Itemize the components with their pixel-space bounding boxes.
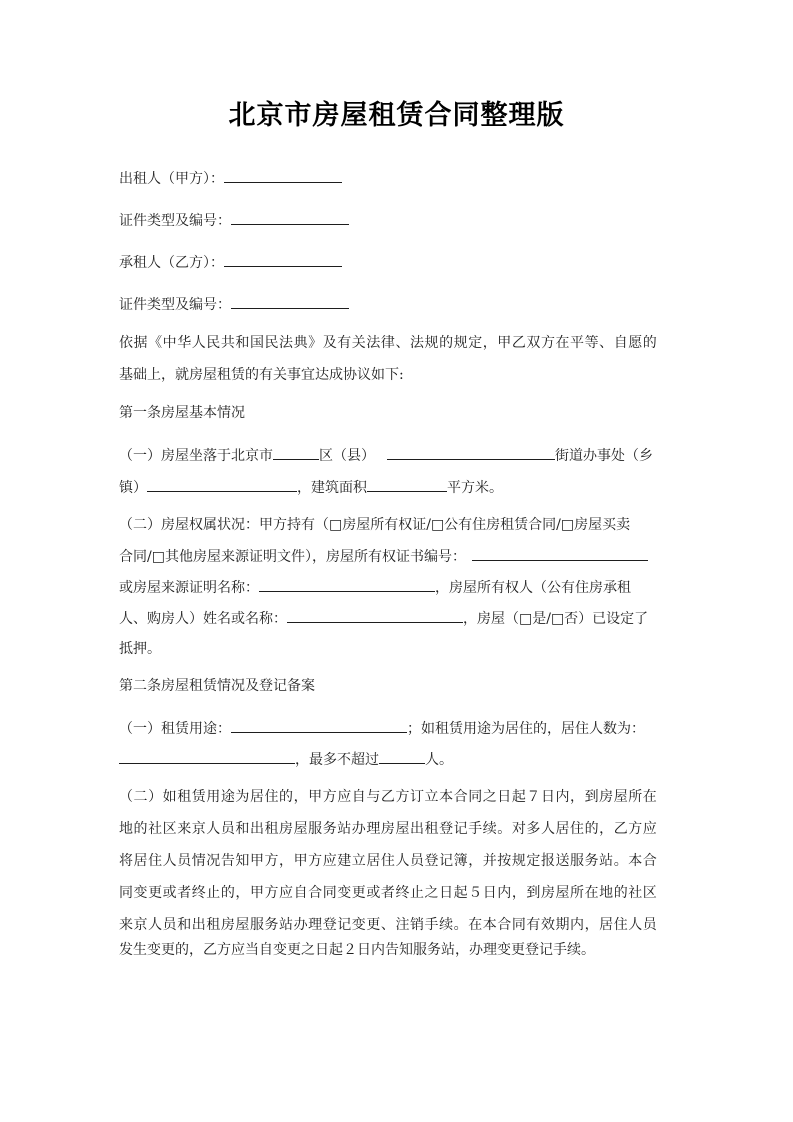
lessee-id-field[interactable] — [231, 294, 349, 309]
article-2-clause-2-line-4: 同变更或者终止的，甲方应自合同变更或者终止之日起５日内，到房屋所在地的社区 — [119, 885, 658, 901]
party-lessee-id-row — [119, 294, 675, 315]
article-2-clause-1-line-2 — [119, 749, 675, 770]
lessee-name-field[interactable] — [224, 252, 342, 267]
lessor-id-label: 证件类型及编号： — [119, 213, 231, 229]
party-lessor-row — [119, 168, 675, 189]
owner-name-field[interactable] — [287, 608, 463, 623]
location-prefix: （一）房屋坐落于北京市 — [119, 448, 273, 464]
area-field[interactable] — [367, 477, 447, 492]
document-title: 北京市房屋租赁合同整理版 — [228, 100, 565, 131]
article-1-clause-1-line-2 — [119, 477, 675, 498]
lessee-id-label: 证件类型及编号： — [119, 297, 231, 313]
max-residents-field[interactable] — [379, 749, 425, 764]
residents-field[interactable] — [119, 749, 295, 764]
owner-intro-text: ，房屋所有权人（公有住房承租 — [435, 580, 631, 596]
district-label: 区（县） — [319, 448, 375, 464]
residents-unit: 人。 — [425, 752, 453, 768]
article-1-clause-2-line-5: 抵押。 — [119, 641, 161, 657]
max-residents-label: ，最多不超过 — [295, 752, 379, 768]
article-1-clause-2-line-4 — [119, 608, 675, 629]
certificate-no-field[interactable] — [472, 546, 648, 561]
lessor-id-field[interactable] — [231, 210, 349, 225]
certificate-label: 合同/□其他房屋来源证明文件），房屋所有权证书编号： — [119, 549, 466, 565]
party-lessee-row — [119, 252, 675, 273]
source-doc-field[interactable] — [259, 577, 435, 592]
lessor-label: 出租人（甲方）： — [119, 171, 224, 187]
district-field[interactable] — [273, 445, 319, 460]
article-2-heading: 第二条房屋租赁情况及登记备案 — [119, 678, 315, 694]
residents-label: ；如租赁用途为居住的，居住人数为： — [407, 721, 645, 737]
article-1-clause-2-line-1: （二）房屋权属状况：甲方持有（□房屋所有权证/□公有住房租赁合同/□房屋买卖 — [119, 517, 631, 533]
article-2-clause-2-line-3: 将居住人员情况告知甲方，甲方应建立居住人员登记簿，并按规定报送服务站。本合 — [119, 853, 658, 869]
preamble-line-1: 依据《中华人民共和国民法典》及有关法律、法规的规定，甲乙双方在平等、自愿的 — [119, 335, 658, 351]
party-lessor-id-row — [119, 210, 675, 231]
area-label: ，建筑面积 — [297, 480, 367, 496]
article-1-clause-2-line-2 — [119, 546, 675, 567]
article-2-clause-2-line-2: 地的社区来京人员和出租房屋服务站办理房屋出租登记手续。对多人居住的，乙方应 — [119, 821, 658, 837]
street-field[interactable] — [387, 445, 555, 460]
article-1-clause-1-line-1 — [119, 445, 675, 466]
article-2-clause-2-line-5: 来京人员和出租房屋服务站办理登记变更、注销手续。在本合同有效期内，居住人员 — [119, 917, 658, 933]
article-2-clause-2-line-6: 发生变更的，乙方应当自变更之日起２日内告知服务站，办理变更登记手续。 — [119, 942, 595, 958]
preamble-line-2: 基础上，就房屋租赁的有关事宜达成协议如下: — [119, 367, 404, 383]
street-label: 街道办事处（乡 — [555, 448, 653, 464]
article-2-clause-1-line-1 — [119, 718, 675, 739]
town-field[interactable] — [147, 477, 297, 492]
lessor-name-field[interactable] — [224, 168, 342, 183]
article-1-heading: 第一条房屋基本情况 — [119, 405, 245, 421]
source-doc-label: 或房屋来源证明名称： — [119, 580, 259, 596]
article-1-clause-2-line-3 — [119, 577, 675, 598]
purpose-label: （一）租赁用途： — [119, 721, 231, 737]
lessee-label: 承租人（乙方）： — [119, 255, 224, 271]
purpose-field[interactable] — [231, 718, 407, 733]
owner-name-label: 人、购房人）姓名或名称： — [119, 611, 287, 627]
area-unit: 平方米。 — [447, 480, 503, 496]
mortgage-text: ，房屋（□是/□否）已设定了 — [463, 611, 649, 627]
town-label: 镇） — [119, 480, 147, 496]
article-2-clause-2-line-1: （二）如租赁用途为居住的，甲方应自与乙方订立本合同之日起７日内，到房屋所在 — [119, 789, 658, 805]
